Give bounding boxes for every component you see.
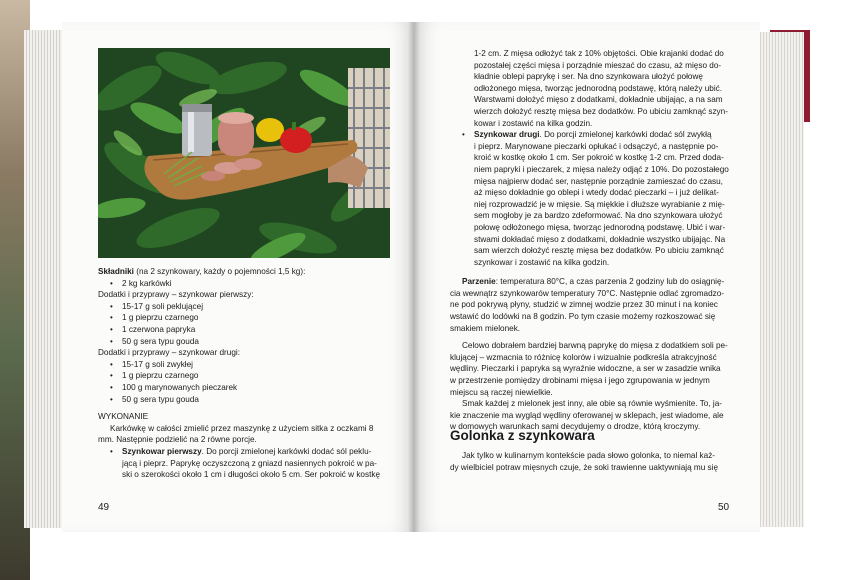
text-line: mm. Następnie podzielić na 2 równe porcje. xyxy=(98,435,257,445)
bullet-icon: • xyxy=(462,130,465,140)
list-item: • 1 czerwona papryka xyxy=(110,324,196,334)
bullet-icon: • xyxy=(110,301,113,311)
paragraph: Jak tylko w kulinarnym kontekście pada słowo golonka, to niemal każ- dy wielbiciel potraw mięsnych czuje, że soki trawienne uaktywniają mu się xyxy=(450,451,719,472)
text-line: ski o szerokości około 1 cm i długości około 5 cm. Ser pokroić w kostkę xyxy=(122,470,381,480)
step1-item: • Szynkowar pierwszy. Do porcji zmielonej karkówki dodać sól peklu- jącą i pieprz. Paprykę oczyszczoną z gniazd nasiennych pokroić w pa- ski o szerokości około 1 cm i długości około 5 cm. Ser pokroić w kostkę xyxy=(110,446,381,480)
bullet-icon: • xyxy=(110,371,113,381)
list-item: • 1 g pieprzu czarnego xyxy=(110,313,199,323)
list-item: • 50 g sera typu gouda xyxy=(110,394,199,404)
bullet-icon: • xyxy=(110,278,113,288)
left-page-stack xyxy=(24,30,64,528)
step1-title: Szynkowar pierwszy xyxy=(122,446,202,456)
additions-heading: Dodatki i przyprawy – szynkowar pierwszy: xyxy=(98,290,254,300)
method-heading: WYKONANIE xyxy=(98,412,149,422)
additions1-list xyxy=(98,301,398,347)
paragraph: Celowo dobrałem bardziej barwną paprykę do mięsa z dodatkiem soli pe- klującej – wzmacnia to różnicę kolorów i wizualnie podkreśla atrakcyjność wędliny. Pieczarki i papryka są wyraźnie widoczne, a ser w zasadzie wnika w przestrzenie pomiędzy drobinami mięsa i jego zgrupowania w jednym miejscu są raczej niewielkie. xyxy=(450,341,728,397)
book-gutter xyxy=(408,22,420,532)
paragraph: Smak każdej z mielonek jest inny, ale obie są równie wyśmienite. To, ja- kie znaczenie ma wygląd wędliny oferowanej w sklepach, jest wiadome, ale w domowych warunkach sami decydujemy o drodze, którą kroczymy. xyxy=(450,399,724,432)
text-line: jącą i pieprz. Paprykę oczyszczoną z gniazd nasiennych pokroić w pa- xyxy=(122,458,377,468)
additions2-list xyxy=(98,359,398,405)
parzenie-paragraph: Parzenie: temperatura 80°C, a czas parzenia 2 godziny lub do osiągnię- cia wewnątrz szynkowarów temperatury 70°C. Następnie odlać zgromadzo- ne pod pokrywą płyny, studzić w zimnej wodzie przez 30 minut i na koniec wstawić do lodówki na 8 godzin. Po tym czasie możemy rozkoszować się smakiem mielonek. xyxy=(450,277,725,333)
step2-item: • Szynkowar drugi. Do porcji zmielonej karkówki dodać sól zwykłą i pieprz. Marynowane pieczarki opłukać i odsączyć, a następnie po- kroić w kostkę około 1 cm. Ser pokroić w kostkę 1-2 cm. Przed doda- niem papryki i pieczarek, z mięsa należy odjąć z 10%. Do pozostałego mięsa najpierw dodać ser, następnie porządnie zamieszać do czasu, aż mięso dokładnie go oblepi i wtedy dodać pieczarki – i już delikat- niej rozprowadzić je w mięsie. Są miękkie i dłuższe wyrabianie z mię- sem mogłoby je za bardzo zdeformować. Na dno szynkowara ułożyć połowę odłożonego mięsa, tworząc jednorodną podstawę. Ubić i war- stwami dokładać mięso z dodatkami, dokładnie wszystko ubijając. Na sam wierzch dołożyć resztę mięsa bez dodatków. Po ubiciu zamknąć szynkowar i zostawić na kilka godzin. xyxy=(462,130,729,267)
list-item: • 100 g marynowanych pieczarek xyxy=(110,382,238,392)
bullet-icon: • xyxy=(110,336,113,346)
list-item: • 15-17 g soli peklującej xyxy=(110,301,204,311)
bullet-icon: • xyxy=(110,382,113,392)
bullet-icon: • xyxy=(110,313,113,323)
right-page-stack xyxy=(758,32,804,527)
list-item: • 50 g sera typu gouda xyxy=(110,336,199,346)
food-photo xyxy=(98,48,390,258)
page-number-right: 50 xyxy=(718,502,730,513)
section-heading: Golonka z szynkowara xyxy=(450,428,595,443)
step1-continuation: 1-2 cm. Z mięsa odłożyć tak z 10% objętości. Obie krajanki dodać do pozostałej części mięsa i porządnie mieszać do czasu, aż mięso do- kładnie oblepi paprykę i ser. Na dno szynkowara ułożyć połowę odłożonego mięsa, tworząc jednorodną podstawę, którą należy ubić. Warstwami dołożyć mięso z dodatkami, dokładnie ubijając, a na sam wierzch dołożyć resztę mięsa bez dodatków. Po ubiciu zamknąć szyn- kowar i zostawić na kilka godzin. xyxy=(474,49,728,128)
right-column-text xyxy=(450,48,746,433)
page-number-left: 49 xyxy=(98,502,110,513)
ingredients-title: Składniki (na 2 szynkowary, każdy o pojemności 1,5 kg): xyxy=(98,267,306,276)
bullet-icon: • xyxy=(110,324,113,334)
list-item: • 2 kg karkówki xyxy=(110,278,172,288)
bullet-icon: • xyxy=(110,446,113,456)
bullet-icon: • xyxy=(110,394,113,404)
list-item: • 1 g pieprzu czarnego xyxy=(110,371,199,381)
list-item: • 15-17 g soli zwykłej xyxy=(110,359,193,369)
step2-title: Szynkowar drugi xyxy=(474,130,540,140)
text-line: Karkówkę w całości zmielić przez maszynkę z użyciem sitka z oczkami 8 xyxy=(110,423,374,433)
ingredients-block xyxy=(98,266,398,481)
additions-heading: Dodatki i przyprawy – szynkowar drugi: xyxy=(98,348,240,358)
bullet-icon: • xyxy=(110,359,113,369)
